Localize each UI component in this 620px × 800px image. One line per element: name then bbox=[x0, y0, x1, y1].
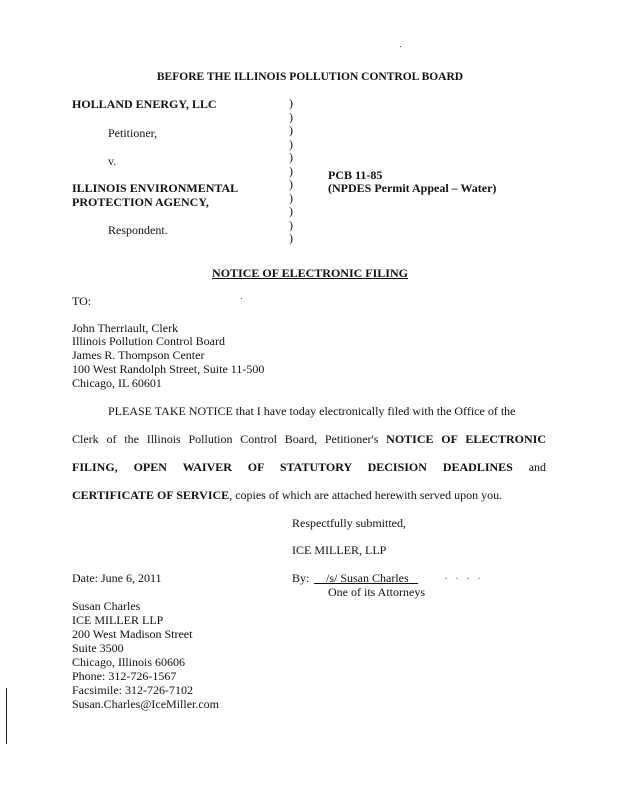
phone-value: 312-726-1567 bbox=[108, 669, 177, 683]
caption-paren-column bbox=[289, 97, 293, 246]
recipient-street: 100 West Randolph Street, Suite 11-500 bbox=[72, 362, 265, 376]
signature-trail: · · · · bbox=[444, 571, 483, 585]
paren: ) bbox=[289, 136, 293, 151]
versus-label: v. bbox=[108, 154, 117, 168]
recipient-name: John Therriault, Clerk bbox=[72, 321, 179, 335]
signature-line bbox=[314, 583, 418, 584]
doc-title-word: OF bbox=[247, 460, 264, 474]
petitioner-role: Petitioner, bbox=[108, 126, 158, 140]
body-line-2 bbox=[72, 432, 546, 446]
certificate-title: CERTIFICATE OF SERVICE bbox=[72, 488, 230, 502]
attorney-phone bbox=[72, 669, 176, 683]
scan-speck bbox=[241, 298, 242, 299]
firm-name: ICE MILLER, LLP bbox=[292, 543, 387, 557]
date-line bbox=[72, 571, 162, 585]
board-title: BEFORE THE ILLINOIS POLLUTION CONTROL BOARD bbox=[156, 71, 464, 83]
doc-title-word: OPEN bbox=[133, 460, 167, 474]
body-line-4-text: , copies of which are attached herewith served upon you. bbox=[229, 488, 503, 502]
date-label: Date: bbox=[72, 571, 98, 585]
doc-title-word: FILING, bbox=[72, 460, 118, 474]
case-number: PCB 11-85 bbox=[328, 168, 383, 182]
scan-margin-mark bbox=[6, 688, 7, 744]
fax-value: 312-726-7102 bbox=[125, 683, 193, 697]
recipient-city: Chicago, IL 60601 bbox=[72, 376, 162, 390]
attorney-firm: ICE MILLER LLP bbox=[72, 613, 164, 627]
body-line-2-text: Clerk of the Illinois Pollution Control Board, Petitioner's bbox=[72, 432, 379, 446]
notice-title: NOTICE OF ELECTRONIC FILING bbox=[212, 266, 408, 280]
scan-speck bbox=[400, 46, 401, 47]
recipient-org: Illinois Pollution Control Board bbox=[72, 334, 226, 348]
body-line-4 bbox=[72, 488, 502, 502]
doc-title-word: WAIVER bbox=[182, 460, 232, 474]
signature-role: One of its Attorneys bbox=[328, 585, 425, 599]
signature: /s/ Susan Charles bbox=[326, 571, 409, 585]
paren: ) bbox=[289, 231, 293, 245]
body-line-3 bbox=[72, 460, 546, 474]
recipient-building: James R. Thompson Center bbox=[72, 348, 205, 362]
phone-label: Phone: bbox=[72, 669, 106, 683]
doc-title-and: and bbox=[528, 460, 547, 474]
paren: ) bbox=[289, 123, 293, 137]
attorney-email[interactable]: Susan.Charles@IceMiller.com bbox=[72, 697, 220, 711]
body-line-2-bold: NOTICE OF ELECTRONIC bbox=[386, 432, 547, 446]
attorney-suite: Suite 3500 bbox=[72, 641, 124, 655]
to-label: TO: bbox=[72, 294, 92, 308]
attorney-name: Susan Charles bbox=[72, 599, 141, 613]
paren: ) bbox=[289, 150, 293, 164]
body-line-1: PLEASE TAKE NOTICE that I have today electronically filed with the Office of the bbox=[108, 404, 516, 418]
respondent-name-line1: ILLINOIS ENVIRONMENTAL bbox=[72, 181, 239, 195]
attorney-street: 200 West Madison Street bbox=[72, 627, 193, 641]
attorney-fax bbox=[72, 683, 193, 697]
respectfully-submitted: Respectfully submitted, bbox=[292, 516, 406, 530]
doc-title-word: DECISION bbox=[367, 460, 427, 474]
paren: ) bbox=[289, 190, 293, 205]
respondent-role: Respondent. bbox=[108, 223, 168, 237]
doc-title-word: STATUTORY bbox=[279, 460, 352, 474]
paren: ) bbox=[289, 217, 293, 232]
attorney-city: Chicago, Illinois 60606 bbox=[72, 655, 185, 669]
date-value: June 6, 2011 bbox=[101, 571, 162, 585]
paren: ) bbox=[289, 109, 293, 124]
petitioner-name: HOLLAND ENERGY, LLC bbox=[72, 97, 217, 111]
paren: ) bbox=[289, 177, 293, 191]
doc-title-word: DEADLINES bbox=[442, 460, 513, 474]
paren: ) bbox=[289, 96, 293, 110]
paren: ) bbox=[289, 204, 293, 218]
paren: ) bbox=[289, 163, 293, 178]
case-type: (NPDES Permit Appeal – Water) bbox=[328, 181, 497, 195]
fax-label: Facsimile: bbox=[72, 683, 122, 697]
respondent-name-line2: PROTECTION AGENCY, bbox=[72, 195, 209, 209]
by-label: By: bbox=[292, 571, 310, 585]
